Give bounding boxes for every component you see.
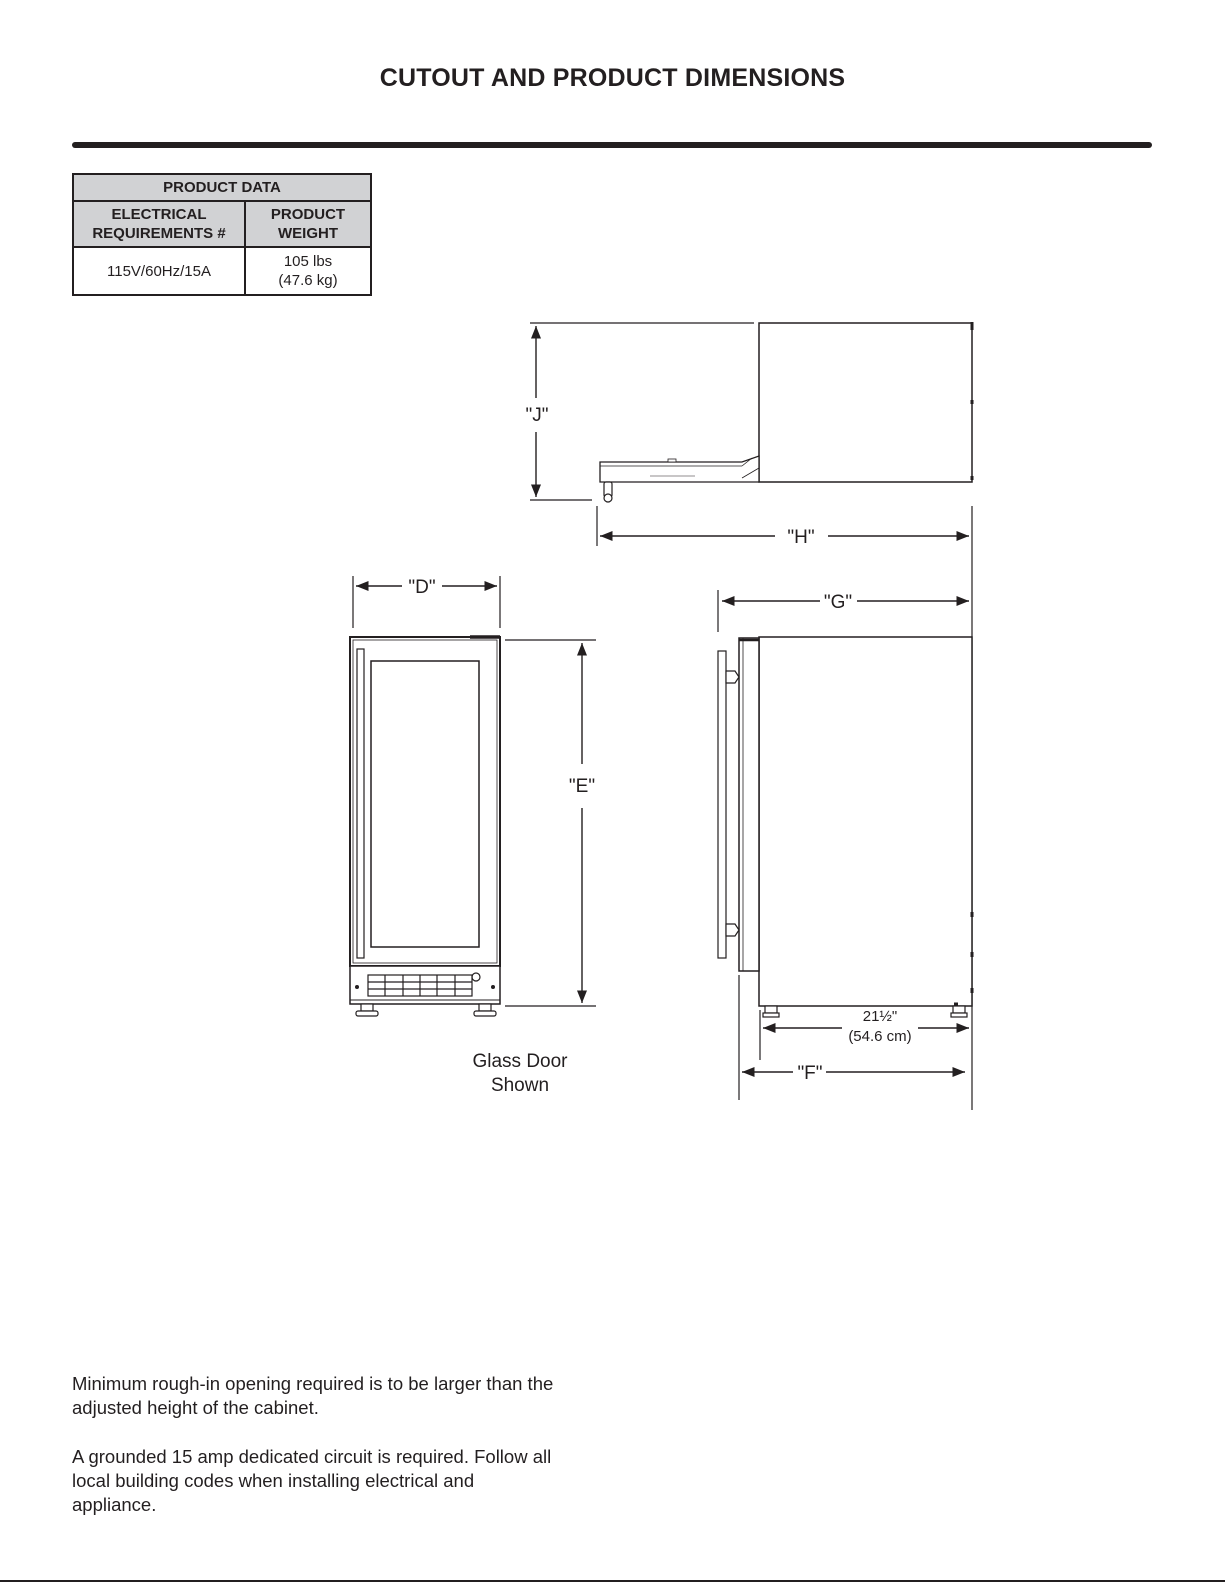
side-view-door — [739, 638, 759, 971]
dimension-label-h: "H" — [787, 527, 815, 548]
weight-header-line1: PRODUCT — [270, 206, 346, 223]
dimension-label-j: "J" — [525, 405, 549, 426]
dimension-label-e: "E" — [568, 776, 596, 797]
side-view-handle — [718, 651, 726, 958]
dimension-label-d: "D" — [408, 577, 436, 598]
rough-in-line2: adjusted height of the cabinet. — [72, 1397, 319, 1418]
product-data-header: PRODUCT DATA — [73, 174, 371, 201]
dimension-label-f: "F" — [797, 1063, 823, 1084]
electrical-header-line1: ELECTRICAL — [111, 206, 207, 223]
page-title: CUTOUT AND PRODUCT DIMENSIONS — [379, 64, 846, 92]
circuit-note — [72, 1445, 612, 1517]
caption-line2: Shown — [490, 1075, 550, 1096]
electrical-header-line2: REQUIREMENTS # — [92, 225, 226, 242]
front-view-diagram — [350, 576, 596, 1016]
circuit-line1: A grounded 15 amp dedicated circuit is required. Follow all — [72, 1446, 552, 1467]
electrical-value: 115V/60Hz/15A — [73, 247, 245, 295]
top-view-open-door — [600, 456, 759, 482]
front-view-grille — [350, 966, 500, 1004]
weight-lbs: 105 lbs — [283, 253, 333, 270]
rough-in-line1: Minimum rough-in opening required is to be larger than the — [72, 1373, 554, 1394]
depth-inches-label: 21½" — [862, 1008, 898, 1025]
depth-cm-label: (54.6 cm) — [848, 1028, 912, 1045]
caption-line1: Glass Door — [472, 1051, 568, 1072]
weight-header-line2: WEIGHT — [278, 225, 338, 242]
top-view-cabinet — [759, 323, 972, 482]
dimension-label-g: "G" — [823, 592, 853, 613]
rough-in-note — [72, 1372, 612, 1420]
circuit-line2: local building codes when installing electrical and — [72, 1470, 475, 1491]
weight-kg: (47.6 kg) — [278, 272, 338, 289]
circuit-line3: appliance. — [72, 1494, 157, 1515]
front-view-cabinet — [350, 637, 500, 966]
glass-door-caption — [440, 1050, 600, 1098]
side-view-cabinet — [759, 637, 972, 1006]
page-bottom-border — [0, 1580, 1225, 1582]
side-view-diagram — [718, 590, 972, 1100]
